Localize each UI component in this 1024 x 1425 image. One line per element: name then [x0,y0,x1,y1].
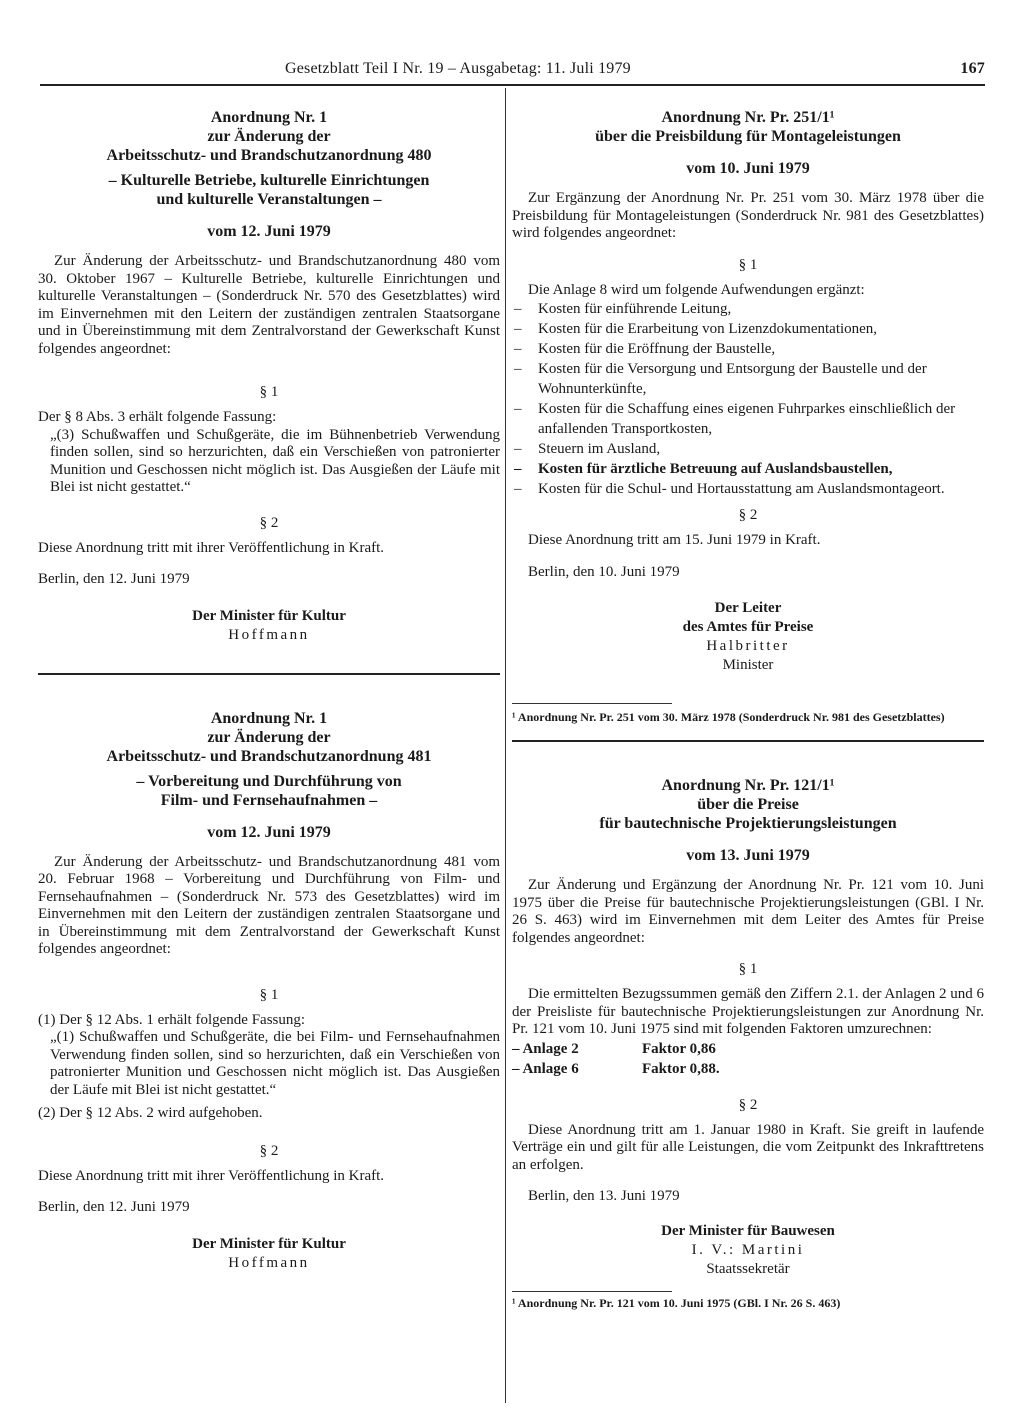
ordinance-date: vom 13. Juni 1979 [686,847,810,864]
list-item: – Kosten für die Eröffnung der Baustelle, [512,339,984,359]
section-heading: § 2 [738,1096,758,1113]
factor-value: Faktor 0,86 [642,1040,716,1057]
title-line: zur Änderung der [207,728,331,746]
ordinance-date: vom 12. Juni 1979 [207,223,331,240]
preamble: Zur Änderung der Arbeitsschutz- und Brandschutzanordnung 481 vom 20. Februar 1968 – Vorbereitung und Durchführung von Film- und Fernsehaufnahmen – (Sonderdruck Nr. 573 des Gesetzblattes) wird im Einvernehmen mit den Leitern der zuständigen zentralen Staatsorgane und in Übereinstimmung mit dem Zentralvorstand der Gewerkschaft Kunst folgendes angeordnet: [38,853,500,957]
signer-role: Staatssekretär [706,1260,790,1277]
title-line: Anordnung Nr. 1 [210,109,328,126]
factor-value: Faktor 0,88. [642,1060,720,1077]
list-item: – Kosten für einführende Leitung, [512,299,984,319]
ordinance-title [512,776,984,833]
factor-label: – Anlage 2 [512,1039,642,1059]
subtitle-line: – Kulturelle Betriebe, kulturelle Einrichtungen [108,172,430,189]
signer-name: Hoffmann [228,626,310,643]
subtitle-line: und kulturelle Veranstaltungen – [156,191,382,208]
signer-title [512,599,984,637]
section-text: Diese Anordnung tritt am 1. Januar 1980 in Kraft. Sie greift in laufende Verträge ein und gilt für alle Leistungen, die vom Zeitpunkt des Inkrafttretens an erfolgen. [512,1121,984,1173]
place-date: Berlin, den 10. Juni 1979 [528,563,680,580]
title-line: über die Preise [697,796,799,813]
title-line: Arbeitsschutz- und Brandschutzanordnung 481 [106,747,432,765]
ordinance-480 [38,108,500,645]
left-column [38,96,500,1273]
section-heading: § 1 [738,256,758,273]
footnote-rule [512,1291,672,1292]
title-line: Anordnung Nr. Pr. 251/1¹ [661,109,835,126]
running-title: Gesetzblatt Teil I Nr. 19 – Ausgabetag: 11. Juli 1979 [285,60,631,77]
preamble: Zur Änderung und Ergänzung der Anordnung Nr. Pr. 121 vom 10. Juni 1975 über die Preise für bautechnische Projektierungsleistungen (GBl. I Nr. 26 S. 463) wird im Einvernehmen mit dem Leiter des Amtes für Preise folgendes angeordnet: [512,877,984,946]
list-item: – Kosten für die Schul- und Hortausstattung am Auslandsmontageort. [512,479,984,499]
signer-name: Halbritter [706,638,790,654]
ordinance-date: vom 12. Juni 1979 [207,823,331,841]
subtitle-line: Film- und Fernsehaufnahmen – [160,791,378,809]
place-date: Berlin, den 12. Juni 1979 [38,1199,190,1215]
footnote: ¹ Anordnung Nr. Pr. 251 vom 30. März 1978 (Sonderdruck Nr. 981 des Gesetzblattes) [512,710,945,724]
section-text: Diese Anordnung tritt am 15. Juni 1979 in Kraft. [528,532,821,548]
cost-list [512,299,984,499]
signer-title: Der Minister für Bauwesen [661,1222,835,1239]
ordinance-pr-251 [512,108,984,724]
preamble: Zur Änderung der Arbeitsschutz- und Brandschutzanordnung 480 vom 30. Oktober 1967 – Kulturelle Betriebe, kulturelle Einrichtungen und kulturelle Veranstaltungen – (Sonderdruck Nr. 570 des Gesetzblattes) wird im Einvernehmen mit den Leitern der zuständigen zentralen Staatsorgane und in Übereinstimmung mit dem Zentralvorstand der Gewerkschaft Kunst folgendes angeordnet: [38,253,500,357]
subtitle-line: – Vorbereitung und Durchführung von [136,772,402,790]
signer-line: des Amtes für Preise [682,619,814,635]
title-line: Anordnung Nr. Pr. 121/1¹ [661,777,835,794]
ordinance-title [38,108,500,165]
section-text: Die ermittelten Bezugssummen gemäß den Ziffern 2.1. der Anlagen 2 und 6 der Preisliste für bautechnische Projektierungsleistungen zur Anordnung Nr. Pr. 121 vom 10. Juni 1975 sind mit folgenden Faktoren umzurechnen: [512,986,984,1037]
section-heading: § 1 [738,961,758,977]
ordinance-subtitle [38,772,500,810]
list-item: – Kosten für die Versorgung und Entsorgung der Baustelle und der Wohnunterkünfte, [512,359,984,399]
factor-row [512,1059,984,1079]
column-divider [505,88,506,1403]
section-intro: Die Anlage 8 wird um folgende Aufwendungen ergänzt: [528,281,865,298]
section-quote: „(3) Schußwaffen und Schußgeräte, die im Bühnenbetrieb Verwendung finden sollen, sind so herzurichten, daß ein Verschießen von patronierter Munition und Geschossen nicht möglich ist. Das Ausgießen der Läufe mit Blei ist nicht gestattet.“ [50,426,500,495]
header-rule [40,84,985,86]
ordinance-title [38,709,500,766]
signer-name: Hoffmann [228,1254,310,1271]
preamble: Zur Ergänzung der Anordnung Nr. Pr. 251 vom 30. März 1978 über die Preisbildung für Montageleistungen (Sonderdruck Nr. 981 des Gesetzblattes) wird folgendes angeordnet: [512,190,984,241]
footnote-rule [512,703,672,704]
factor-table [512,1039,984,1079]
section-heading: § 1 [259,384,279,400]
title-line: Arbeitsschutz- und Brandschutzanordnung 480 [106,147,432,164]
section-text: Diese Anordnung tritt mit ihrer Veröffentlichung in Kraft. [38,1167,385,1184]
title-line: für bautechnische Projektierungsleistungen [599,815,897,832]
section-rule [512,740,984,742]
place-date: Berlin, den 13. Juni 1979 [528,1188,680,1204]
title-line: zur Änderung der [207,128,331,145]
place-date: Berlin, den 12. Juni 1979 [38,571,190,587]
running-header [285,60,985,78]
signer-title: Der Minister für Kultur [192,607,346,624]
ordinance-date: vom 10. Juni 1979 [686,160,810,177]
section-intro: Der § 8 Abs. 3 erhält folgende Fassung: [38,409,277,425]
section-paragraph: (2) Der § 12 Abs. 2 wird aufgehoben. [38,1105,263,1121]
section-rule [38,673,500,675]
section-text: Diese Anordnung tritt mit ihrer Veröffentlichung in Kraft. [38,539,385,556]
ordinance-pr-121 [512,776,984,1310]
footnote: ¹ Anordnung Nr. Pr. 121 vom 10. Juni 1975 (GBl. I Nr. 26 S. 463) [512,1295,841,1310]
section-heading: § 2 [259,1142,279,1159]
right-column [512,96,984,1310]
ordinance-title [512,108,984,146]
list-item: – Kosten für ärztliche Betreuung auf Auslandsbaustellen, [512,459,984,479]
signer-title: Der Minister für Kultur [192,1235,346,1252]
list-item: – Kosten für die Schaffung eines eigenen Fuhrparkes einschließlich der anfallenden Transportkosten, [512,399,984,439]
list-item: – Steuern im Ausland, [512,439,984,459]
section-quote: „(1) Schußwaffen und Schußgeräte, die bei Film- und Fernsehaufnahmen Verwendung finden sollen, sind so herzurichten, daß ein Verschießen von patronierter Munition und Geschossen nicht möglich ist. Das Ausgießen der Läufe mit Blei ist nicht gestattet.“ [50,1029,500,1098]
section-heading: § 2 [259,514,279,531]
ordinance-subtitle [38,171,500,209]
signer-role: Minister [722,657,774,673]
page-number: 167 [960,60,985,77]
signer-line: Der Leiter [714,600,782,616]
section-heading: § 1 [259,986,279,1003]
list-item: – Kosten für die Erarbeitung von Lizenzdokumentationen, [512,319,984,339]
factor-row [512,1039,984,1059]
section-intro: (1) Der § 12 Abs. 1 erhält folgende Fassung: [38,1011,306,1028]
signer-name: I. V.: Martini [691,1241,805,1258]
section-heading: § 2 [738,507,758,523]
title-line: über die Preisbildung für Montageleistungen [595,128,901,145]
factor-label: – Anlage 6 [512,1059,642,1079]
ordinance-481 [38,709,500,1273]
title-line: Anordnung Nr. 1 [210,709,328,727]
